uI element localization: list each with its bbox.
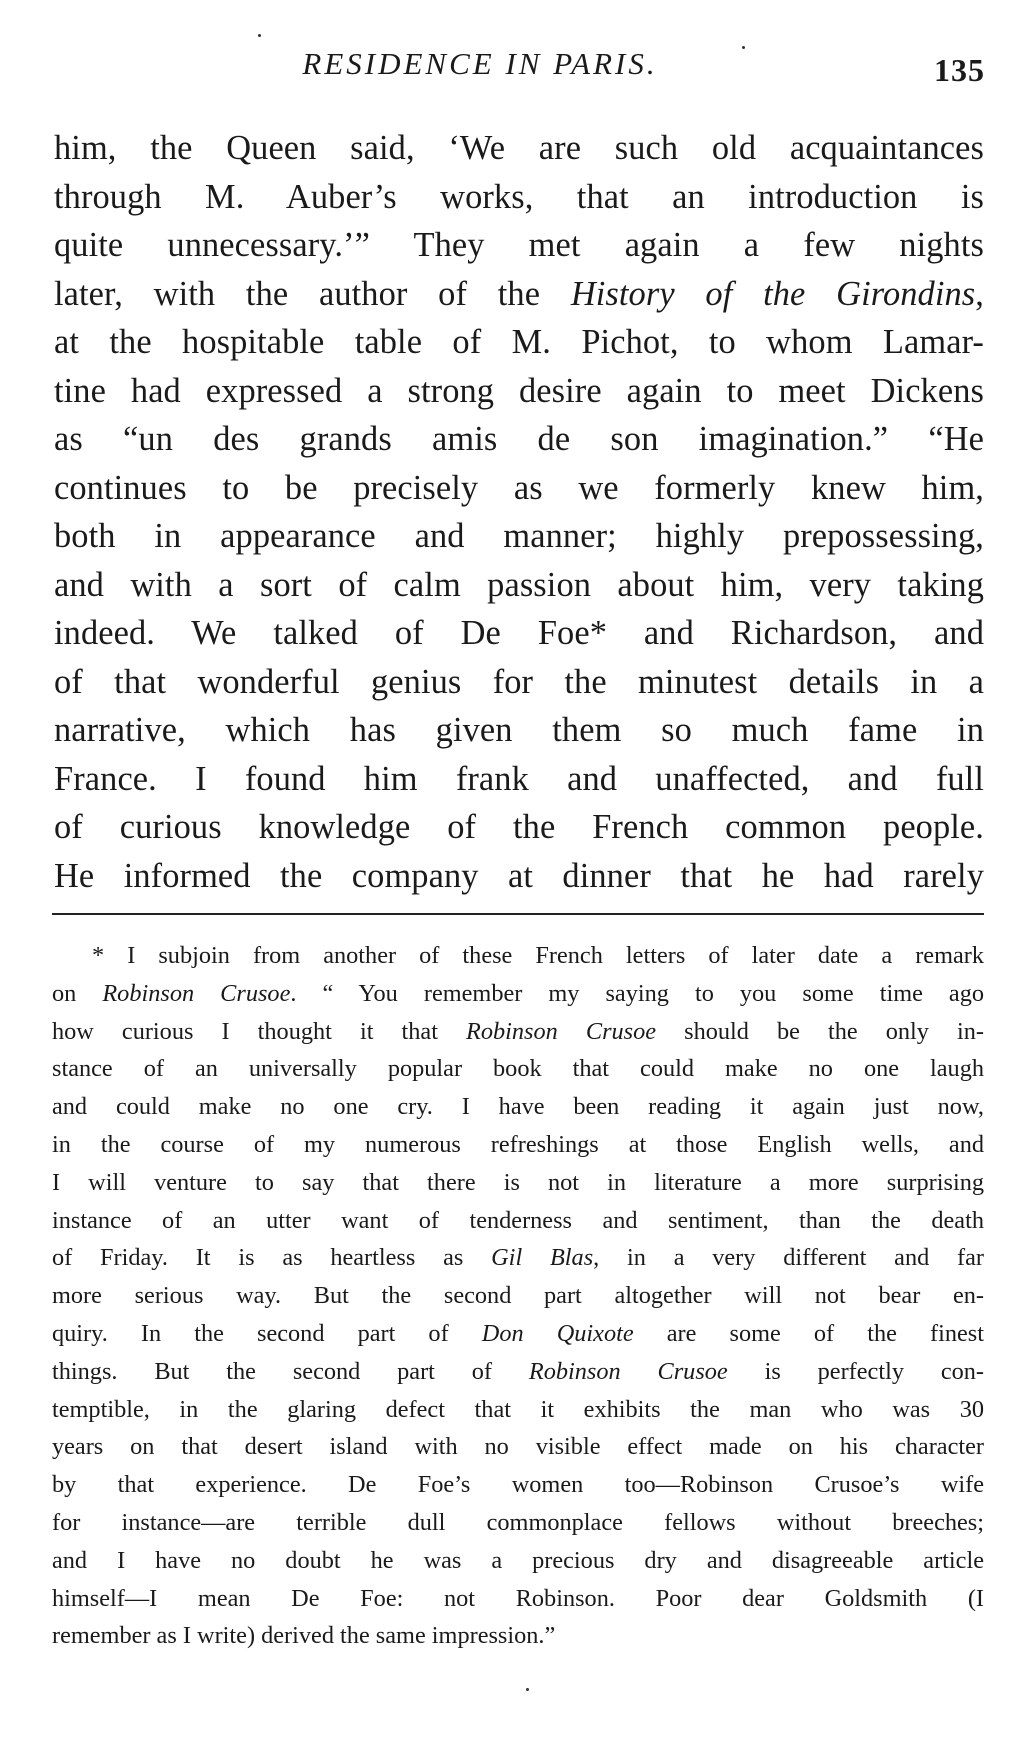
footnote-line: by that experience. De Foe’s women too—Robinson Crusoe’s wife	[52, 1471, 984, 1499]
print-speck	[258, 34, 261, 37]
print-speck	[526, 1688, 529, 1691]
print-speck	[742, 46, 745, 49]
body-line: France. I found him frank and unaffected, and full	[54, 759, 984, 798]
footnote-line: and I have no doubt he was a precious dry and disagreeable article	[52, 1546, 984, 1574]
footnote-line: years on that desert island with no visible effect made on his character	[52, 1433, 984, 1461]
body-line: and with a sort of calm passion about him, very taking	[54, 565, 984, 604]
body-line: indeed. We talked of De Foe* and Richardson, and	[54, 614, 984, 652]
body-line: tine had expressed a strong desire again to meet Dickens	[54, 371, 984, 410]
footnote-line: stance of an universally popular book that could make no one laugh	[52, 1055, 984, 1083]
footnote-line: remember as I write) derived the same impression.”	[52, 1622, 556, 1650]
footnote-line: temptible, in the glaring defect that it exhibits the man who was 30	[52, 1395, 984, 1423]
body-line: quite unnecessary.’” They met again a few nights	[54, 226, 984, 264]
body-line: narrative, which has given them so much fame in	[54, 711, 984, 749]
footnote-line: and could make no one cry. I have been reading it again just now,	[52, 1093, 984, 1121]
body-line: later, with the author of the History of the Girondins,	[54, 274, 984, 313]
footnote-line: in the course of my numerous refreshings at those English wells, and	[52, 1130, 984, 1158]
body-line: as “un des grands amis de son imagination.” “He	[54, 420, 984, 458]
body-text	[54, 124, 984, 900]
footnote-line: * I subjoin from another of these French letters of later date a remark	[92, 942, 984, 969]
body-line: through M. Auber’s works, that an introduction is	[54, 177, 984, 216]
footnote-line: instance of an utter want of tenderness and sentiment, than the death	[52, 1206, 984, 1234]
footnote-line: himself—I mean De Foe: not Robinson. Poor dear Goldsmith (I	[52, 1584, 984, 1612]
running-head	[50, 40, 985, 90]
footnote-line: for instance—are terrible dull commonplace fellows without breeches;	[52, 1508, 984, 1536]
body-line: continues to be precisely as we formerly knew him,	[54, 468, 984, 507]
footnote-line: things. But the second part of Robinson Crusoe is perfectly con-	[52, 1357, 984, 1385]
body-line: of curious knowledge of the French common people.	[54, 808, 984, 846]
footnote	[52, 937, 984, 1655]
body-line: of that wonderful genius for the minutest details in a	[54, 662, 984, 701]
footnote-line: more serious way. But the second part altogether will not bear en-	[52, 1282, 984, 1310]
footnote-line: of Friday. It is as heartless as Gil Blas, in a very different and far	[52, 1244, 984, 1272]
footnote-rule	[52, 913, 984, 915]
footnote-line: how curious I thought it that Robinson Crusoe should be the only in-	[52, 1017, 984, 1045]
footnote-line: on Robinson Crusoe. “ You remember my saying to you some time ago	[52, 979, 984, 1007]
body-line: both in appearance and manner; highly prepossessing,	[54, 517, 984, 555]
body-line: at the hospitable table of M. Pichot, to whom Lamar-	[54, 323, 984, 361]
running-head-title: RESIDENCE IN PARIS.	[302, 46, 658, 81]
body-line: him, the Queen said, ‘We are such old acquaintances	[54, 129, 984, 167]
footnote-line: quiry. In the second part of Don Quixote are some of the finest	[52, 1319, 984, 1347]
footnote-line: I will venture to say that there is not in literature a more surprising	[52, 1168, 984, 1196]
page-number: 135	[934, 52, 985, 88]
body-line: He informed the company at dinner that he had rarely	[54, 856, 984, 895]
